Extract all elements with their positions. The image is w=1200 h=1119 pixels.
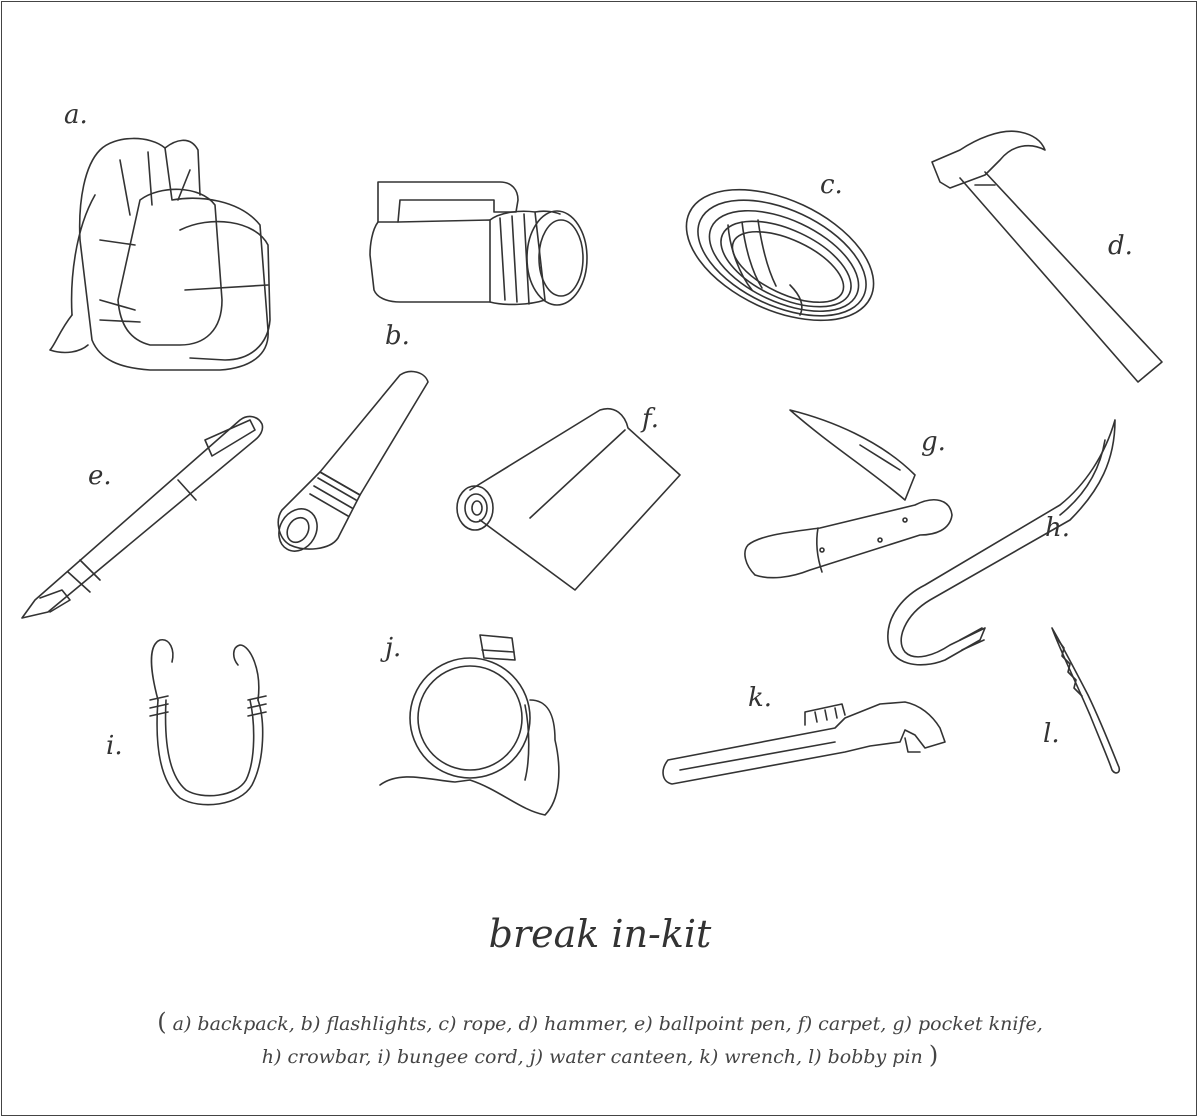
label-l: l. bbox=[1043, 719, 1060, 749]
caption-close-paren: ) bbox=[928, 1041, 939, 1069]
water-canteen-icon bbox=[380, 635, 559, 815]
caption-line-1-text: a) backpack, b) flashlights, c) rope, d) hammer, e) ballpoint pen, f) carpet, g) pocket knife, bbox=[172, 1013, 1043, 1035]
label-d: d. bbox=[1108, 231, 1133, 261]
label-b: b. bbox=[385, 321, 410, 351]
label-k: k. bbox=[748, 683, 773, 713]
label-i: i. bbox=[106, 731, 123, 761]
label-h: h. bbox=[1045, 513, 1071, 543]
bungee-cord-icon bbox=[150, 640, 266, 805]
backpack-icon bbox=[50, 138, 270, 370]
label-c: c. bbox=[820, 170, 843, 200]
caption-line-2 bbox=[0, 1041, 1200, 1069]
caption-line-1 bbox=[0, 1008, 1200, 1036]
label-a: a. bbox=[64, 100, 88, 130]
caption-line-2-text: h) crowbar, i) bungee cord, j) water canteen, k) wrench, l) bobby pin bbox=[261, 1046, 923, 1068]
label-j: j. bbox=[385, 633, 402, 663]
label-e: e. bbox=[88, 461, 112, 491]
figure-title: break in-kit bbox=[488, 912, 712, 956]
carpet-icon bbox=[457, 409, 680, 590]
label-f: f. bbox=[642, 404, 659, 434]
rope-icon bbox=[666, 163, 894, 347]
bobby-pin-icon bbox=[1052, 628, 1119, 773]
pen-icon bbox=[22, 417, 263, 618]
wrench-icon bbox=[663, 702, 945, 784]
caption-open-paren: ( bbox=[157, 1008, 167, 1036]
label-g: g. bbox=[921, 427, 946, 457]
flashlight-small-icon bbox=[271, 371, 428, 558]
flashlight-icon bbox=[370, 182, 587, 305]
